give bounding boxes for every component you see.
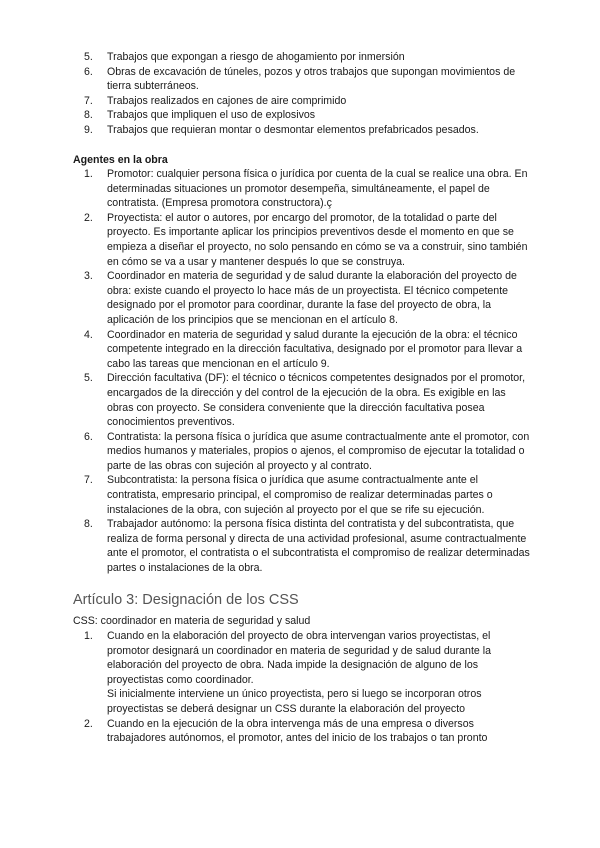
list-number: 6. xyxy=(84,65,93,78)
hazard-list xyxy=(0,50,600,138)
list-text: Coordinador en materia de seguridad y de salud durante la elaboración del proyecto de obra: existe cuando el proyecto lo hace más de un proyectista. El técnico competente designado por el promotor para coordinar, durante la fase del proyecto de obra, la aplicación de los principios que se mencionan en el artículo 8. xyxy=(107,270,517,326)
list-text: Cuando en la elaboración del proyecto de obra intervengan varios proyectistas, el promotor designará un coordinador en materia de seguridad y de salud durante la elaboración del proyecto de obra. Nada impide la designación de alguno de los proyectistas como coordinador. xyxy=(107,630,491,686)
list-number: 2. xyxy=(84,211,93,224)
list-number: 8. xyxy=(84,109,93,122)
list-item xyxy=(0,123,600,138)
list-item xyxy=(0,371,600,429)
list-text: Contratista: la persona física o jurídica que asume contractualmente ante el promotor, con medios humanos y materiales, propios o ajenos, el compromiso de ejecutar la totalidad o parte de las obras con sujeción al proyecto y al contrato. xyxy=(107,430,530,472)
list-number: 3. xyxy=(84,270,93,283)
list-number: 5. xyxy=(84,51,93,63)
list-number: 4. xyxy=(84,328,93,341)
list-number: 1. xyxy=(84,630,93,642)
list-item xyxy=(0,50,600,65)
list-item xyxy=(0,328,600,372)
list-text: Obras de excavación de túneles, pozos y otros trabajos que supongan movimientos de tierra subterráneos. xyxy=(107,65,516,93)
list-text: Subcontratista: la persona física o jurídica que asume contractualmente ante el contratista, empresario principal, el compromiso de realizar determinadas partes o instalaciones de la obra, con sujeción al proyecto por el que se rife su ejecución. xyxy=(107,474,493,516)
article-title: Artículo 3: Designación de los CSS xyxy=(73,592,299,608)
list-item xyxy=(0,167,600,211)
list-number: 8. xyxy=(84,518,93,531)
list-text: Proyectista: el autor o autores, por encargo del promotor, de la totalidad o parte del proyecto. Es importante aplicar los principios preventivos desde el momento en que se empieza a diseñar el proyecto, no solo pensando en cómo se va a construir, sino también en cómo se va a usar y mantener después lo que se construya. xyxy=(107,211,528,268)
list-text: Trabajos realizados en cajones de aire comprimido xyxy=(107,94,347,107)
designacion-list xyxy=(0,629,600,746)
list-item xyxy=(0,717,600,746)
list-item xyxy=(0,211,600,269)
section-heading-agentes: Agentes en la obra xyxy=(73,154,168,166)
list-item xyxy=(0,94,600,109)
list-text: Cuando en la ejecución de la obra intervenga más de una empresa o diversos trabajadores autónomos, el promotor, antes del inicio de los trabajos o tan pronto xyxy=(107,717,488,745)
list-text: Trabajador autónomo: la persona física distinta del contratista y del subcontratista, que realiza de forma personal y directa de una actividad profesional, asume contractualmente ante el promotor, el contratista o el subcontratista el compromiso de realizar determinadas partes o instalaciones de la obra. xyxy=(107,518,530,575)
list-number: 7. xyxy=(84,94,93,107)
list-item xyxy=(0,473,600,517)
list-item xyxy=(0,517,600,575)
list-number: 1. xyxy=(84,168,93,180)
list-number: 9. xyxy=(84,123,93,136)
list-text: Coordinador en materia de seguridad y salud durante la ejecución de la obra: el técnico competente integrado en la dirección facultativa, designado por el promotor para llevar a cabo las tareas que mencionan en el artículo 9. xyxy=(107,328,523,370)
list-item xyxy=(0,269,600,327)
list-text: Trabajos que impliquen el uso de explosivos xyxy=(107,109,316,122)
list-text: Dirección facultativa (DF): el técnico o técnicos competentes designados por el promotor, encargados de la dirección y del control de la ejecución de la obra. Es exigible en las obras con proyecto. Se considera conveniente que la dirección facultativa posea conocimientos preventivos. xyxy=(107,372,526,429)
list-item xyxy=(0,65,600,94)
list-extra-paragraph: Si inicialmente interviene un único proyectista, pero si luego se incorporan otros proyectistas se deberá designar un CSS durante la elaboración del proyecto xyxy=(107,688,482,715)
list-number: 7. xyxy=(84,474,93,487)
list-number: 6. xyxy=(84,430,93,443)
list-number: 2. xyxy=(84,717,93,730)
list-text: Promotor: cualquier persona física o jurídica por cuenta de la cual se realice una obra. En determinadas situaciones un promotor desempeña, simultáneamente, el papel de contratista. (Empresa promotora constructora).ç xyxy=(107,168,528,210)
css-definition: CSS: coordinador en materia de seguridad y salud xyxy=(73,615,311,627)
agentes-list xyxy=(0,167,600,576)
list-text: Trabajos que expongan a riesgo de ahogamiento por inmersión xyxy=(107,51,405,63)
list-text: Trabajos que requieran montar o desmontar elementos prefabricados pesados. xyxy=(107,123,479,136)
list-item xyxy=(0,108,600,123)
list-number: 5. xyxy=(84,372,93,385)
list-item xyxy=(0,629,600,717)
list-item xyxy=(0,430,600,474)
